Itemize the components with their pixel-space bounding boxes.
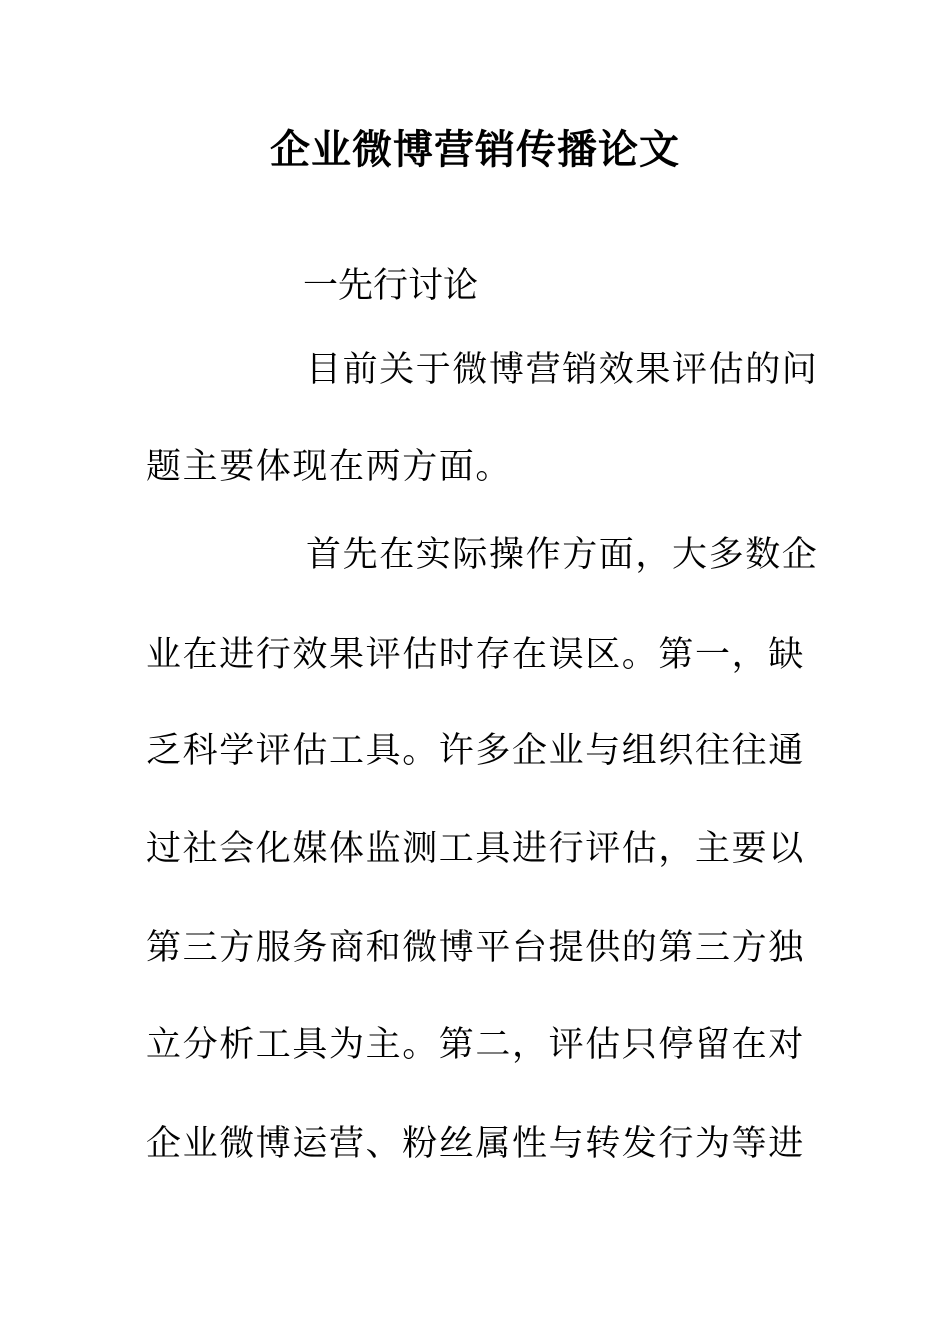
document-title: 企业微博营销传播论文 (270, 126, 680, 173)
paragraph-line: 目前关于微博营销效果评估的问 (306, 350, 819, 390)
paragraph-line: 企业微博运营、粉丝属性与转发行为等进 (146, 1124, 805, 1164)
paragraph-line: 立分析工具为主。第二，评估只停留在对 (146, 1025, 805, 1065)
paragraph-line: 首先在实际操作方面，大多数企 (306, 535, 819, 575)
paragraph-line: 过社会化媒体监测工具进行评估，主要以 (146, 829, 805, 869)
paragraph-line: 第三方服务商和微博平台提供的第三方独 (146, 928, 805, 968)
section-heading: 一先行讨论 (303, 266, 479, 306)
paragraph-line: 题主要体现在两方面。 (146, 447, 513, 487)
paragraph-line: 乏科学评估工具。许多企业与组织往往通 (146, 731, 805, 771)
paragraph-line: 业在进行效果评估时存在误区。第一，缺 (146, 635, 805, 675)
